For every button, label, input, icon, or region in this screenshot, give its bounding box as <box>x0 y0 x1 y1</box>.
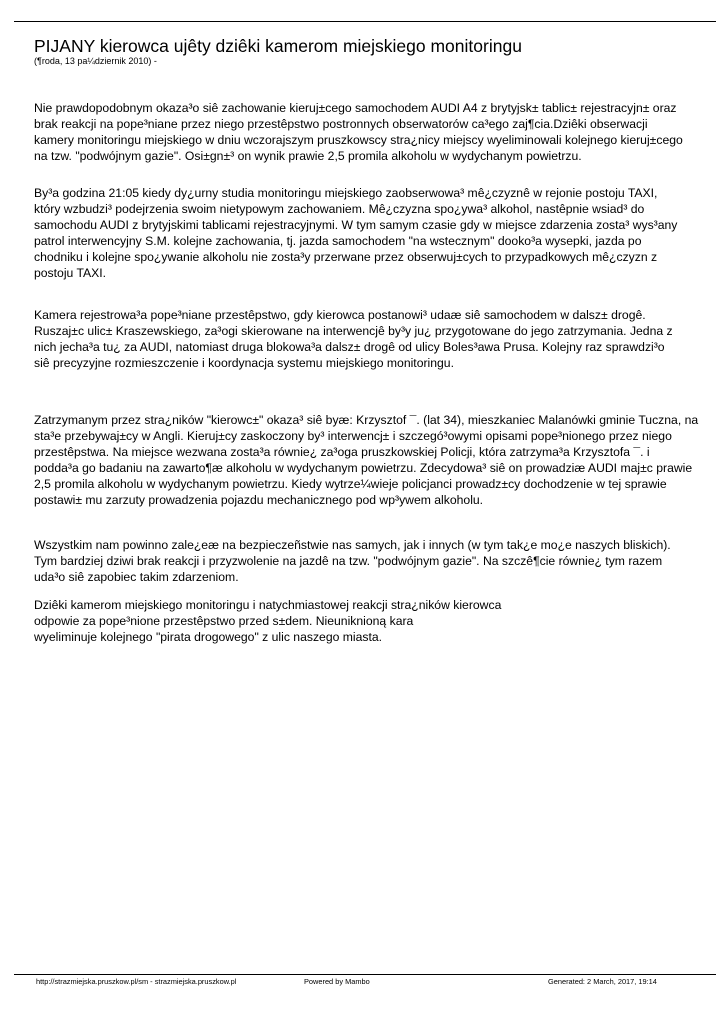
text-line: kamery monitoringu miejskiego w dniu wczorajszym pruszkowscy stra¿nicy miejscy wyeliminowali kolejnego kieruj±cego <box>34 133 683 147</box>
text-line: nich jecha³a tu¿ za AUDI, natomiast druga blokowa³a dalsz± drogê od ulicy Boles³awa Prusa. Kolejny raz sprawdzi³o <box>34 340 665 354</box>
text-line: wyeliminuje kolejnego "pirata drogowego" z ulic naszego miasta. <box>34 630 383 644</box>
text-line: sta³e przebywaj±cy w Angli. Kieruj±cy zaskoczony by³ interwencj± i szczegó³owymi opisami pope³nionego przez niego <box>34 429 672 443</box>
text-line: Kamera rejestrowa³a pope³niane przestêpstwo, gdy kierowca postanowi³ udaæ siê samochodem w dalsz± drogê. <box>34 308 646 322</box>
footer-url: http://strazmiejska.pruszkow.pl/sm - strazmiejska.pruszkow.pl <box>36 977 237 986</box>
text-line: postoju TAXI. <box>34 266 107 280</box>
paragraph-1 <box>34 100 706 164</box>
text-line: brak reakcji na pope³niane przez niego przestêpstwo postronnych obserwatorów ca³ego zaj¶cia.Dziêki obserwacji <box>34 117 648 131</box>
paragraph-4 <box>34 412 706 508</box>
text-line: 2,5 promila alkoholu w wydychanym powietrzu. Kiedy wytrze¼wieje policjanci prowadz±cy dochodzenie w tej sprawie <box>34 477 667 491</box>
text-line: Ruszaj±c ulic± Kraszewskiego, za³ogi skierowane na interwencjê by³y ju¿ przygotowane do jego zatrzymania. Jedna z <box>34 324 673 338</box>
paragraph-5 <box>34 537 706 585</box>
text-line: przestêpstwa. Na miejsce wezwana zosta³a równie¿ za³oga pruszkowskiej Policji, która zatrzyma³a Krzysztofa ¯. i <box>34 445 650 459</box>
footer-powered-by: Powered by Mambo <box>304 977 370 986</box>
paragraph-2 <box>34 185 706 281</box>
text-line: Dziêki kamerom miejskiego monitoringu i natychmiastowej reakcji stra¿ników kierowca <box>34 598 502 612</box>
text-line: chodniku i kolejne spo¿ywanie alkoholu nie zosta³y przerwane przez obserwuj±cych to przypadkowych mê¿czyzn z <box>34 250 658 264</box>
text-line: Wszystkim nam powinno zale¿eæ na bezpieczeñstwie nas samych, jak i innych (w tym tak¿e mo¿e naszych bliskich). <box>34 538 671 552</box>
text-line: siê precyzyjne rozmieszczenie i koordynacja systemu miejskiego monitoringu. <box>34 356 454 370</box>
text-line: Zatrzymanym przez stra¿ników "kierowc±" okaza³ siê byæ: Krzysztof ¯. (lat 34), mieszkaniec Malanówki gminie Tuczna, na <box>34 413 699 427</box>
article-title: PIJANY kierowca ujêty dziêki kamerom miejskiego monitoringu <box>34 36 522 56</box>
text-line: uda³o siê zapobiec takim zdarzeniom. <box>34 570 239 584</box>
text-line: odpowie za pope³nione przestêpstwo przed s±dem. Nieuniknioną kara <box>34 614 414 628</box>
header-rule <box>14 21 716 22</box>
text-line: Tym bardziej dziwi brak reakcji i przyzwolenie na jazdê na tzw. "podwójnym gazie". Na szczê¶cie równie¿ tym razem <box>34 554 663 568</box>
text-line: Nie prawdopodobnym okaza³o siê zachowanie kieruj±cego samochodem AUDI A4 z brytyjsk± tablic± rejestracyjn± oraz <box>34 101 677 115</box>
text-line: postawi± mu zarzuty prowadzenia pojazdu mechanicznego pod wp³ywem alkoholu. <box>34 493 484 507</box>
article-date: (¶roda, 13 pa¼dziernik 2010) - <box>34 56 157 66</box>
text-line: podda³a go badaniu na zawarto¶æ alkoholu w wydychanym powietrzu. Zdecydowa³ siê on prowadziæ AUDI maj±c prawie <box>34 461 693 475</box>
text-line: By³a godzina 21:05 kiedy dy¿urny studia monitoringu miejskiego zaobserwowa³ mê¿czyznê w rejonie postoju TAXI, <box>34 186 658 200</box>
text-line: na tzw. "podwójnym gazie". Osi±gn±³ on wynik prawie 2,5 promila alkoholu w wydychanym powietrzu. <box>34 149 582 163</box>
paragraph-6 <box>34 597 706 645</box>
text-line: który wzbudzi³ podejrzenia swoim nietypowym zachowaniem. Mê¿czyzna spo¿ywa³ alkohol, nastêpnie wsiad³ do <box>34 202 645 216</box>
paragraph-3 <box>34 307 706 371</box>
text-line: patrol interwencyjny S.M. kolejne zachowania, tj. jazda samochodem "na wstecznym" dooko³a wysepki, jazda po <box>34 234 642 248</box>
footer-generated: Generated: 2 March, 2017, 19:14 <box>548 977 657 986</box>
footer-rule <box>14 974 716 975</box>
text-line: samochodu AUDI z brytyjskimi tablicami rejestracyjnymi. W tym samym czasie gdy w miejsce zdarzenia zosta³ wys³any <box>34 218 678 232</box>
